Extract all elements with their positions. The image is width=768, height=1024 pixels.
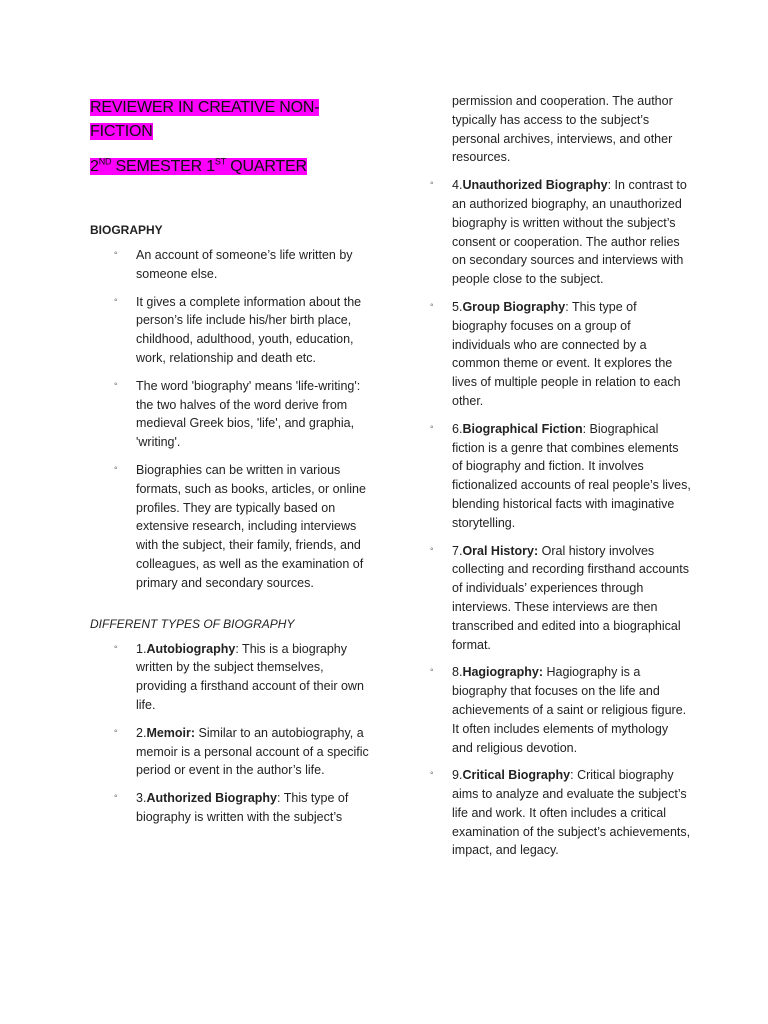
list-item [430, 176, 692, 289]
title-line-2 [90, 158, 307, 175]
bullet-icon: ◦ [430, 768, 434, 780]
list-item [430, 298, 692, 411]
item-number: 8. [452, 665, 463, 680]
item-term: Memoir: [146, 725, 196, 740]
left-column [90, 96, 370, 827]
item-text: In contrast to an authorized biography, an unauthorized biography is written without the subject’s consent or cooperation. The author relies on secondary sources and interviews with people close to the subject. [452, 178, 687, 287]
list-item-text: Biographies can be written in various formats, such as books, articles, or online profiles. They are typically based on extensive research, including interviews with the subject, their family, friends, and colleagues, as well as the examination of primary and secondary sources. [136, 462, 366, 590]
item-number: 3. [136, 791, 147, 806]
list-item [430, 663, 692, 757]
item-text: This type of biography focuses on a group of individuals who are connected by a common theme or event. It explores the lives of multiple people in relation to each other. [452, 299, 681, 408]
item-term: Biographical Fiction [462, 421, 583, 436]
item-number: 5. [452, 299, 463, 314]
item-separator: : [582, 421, 587, 436]
bullet-icon: ◦ [114, 725, 118, 737]
list-item-text: An account of someone’s life written by someone else. [136, 248, 353, 281]
item-term: Group Biography [462, 299, 566, 314]
types-heading: DIFFERENT TYPES OF BIOGRAPHY [90, 616, 295, 631]
bullet-icon: ◦ [430, 299, 434, 311]
list-item [430, 542, 692, 655]
item-separator: : [607, 178, 612, 193]
bullet-icon: ◦ [114, 791, 118, 803]
list-item [90, 640, 370, 715]
title-mid: SEMESTER 1 [111, 158, 215, 175]
item-text: This is a biography written by the subject themselves, providing a firsthand account of their own life. [136, 641, 364, 712]
list-item [90, 246, 370, 284]
item-text: Oral history involves collecting and recording firsthand accounts of individuals’ experiences through interviews. These interviews are then transcribed and edited into a biographical format. [452, 543, 689, 652]
item-separator: : [277, 791, 281, 806]
list-item [90, 724, 370, 780]
list-item [430, 766, 692, 860]
title-num-1: 2 [90, 158, 99, 175]
types-list-left [90, 640, 370, 827]
bullet-icon: ◦ [114, 462, 118, 474]
item-text: Hagiography is a biography that focuses on the life and achievements of a saint or religious figure. It often includes elements of mythology and religious devotion. [452, 665, 687, 755]
item-text: Critical biography aims to analyze and evaluate the subject’s life and work. It often includes a critical examination of the subject’s achievements, impact, and legacy. [452, 768, 691, 858]
list-item [90, 461, 370, 593]
bullet-icon: ◦ [114, 641, 118, 653]
bullet-icon: ◦ [430, 421, 434, 433]
list-item [90, 789, 370, 827]
bullet-icon: ◦ [114, 378, 118, 390]
item-number: 9. [452, 768, 463, 783]
item-number: 2. [136, 725, 147, 740]
item-number: 6. [452, 421, 463, 436]
item-text: Similar to an autobiography, a memoir is a personal account of a specific period or event in the author’s life. [136, 725, 369, 778]
document-title [90, 96, 330, 179]
types-list-right [430, 176, 692, 860]
list-item [90, 293, 370, 368]
item-separator: : [565, 299, 569, 314]
item-term: Hagiography: [462, 665, 543, 680]
item-term: Authorized Biography [146, 791, 277, 806]
biography-list [90, 246, 370, 593]
bullet-icon: ◦ [114, 294, 118, 306]
list-item [430, 420, 692, 533]
title-end: QUARTER [226, 158, 307, 175]
item-term: Unauthorized Biography [462, 178, 608, 193]
bullet-icon: ◦ [430, 178, 434, 190]
title-sup-1: ND [98, 156, 112, 167]
list-item-text: The word 'biography' means 'life-writing': the two halves of the word derive from medieval Greek bios, 'life', and graphia, 'writing'. [136, 378, 361, 450]
right-column [430, 92, 692, 860]
item-separator: : [235, 641, 239, 656]
item-term: Autobiography [146, 641, 236, 656]
item-number: 7. [452, 543, 463, 558]
item-text: Biographical fiction is a genre that combines elements of biography and fiction. It involves fictionalized accounts of real people’s lives, blending historical facts with imaginative storytelling. [452, 421, 691, 530]
bullet-icon: ◦ [430, 665, 434, 677]
item-term: Oral History: [462, 543, 539, 558]
item-separator: : [570, 768, 574, 783]
item-number: 1. [136, 641, 147, 656]
item-text: This type of biography is written with the subject’s [136, 791, 349, 824]
continuation-text: permission and cooperation. The author typically has access to the subject’s personal archives, interviews, and other resources. [452, 94, 673, 165]
bullet-icon: ◦ [430, 543, 434, 555]
bullet-icon: ◦ [114, 248, 118, 259]
item-number: 4. [452, 178, 463, 193]
title-sup-2: ST [214, 156, 227, 167]
title-line-1: REVIEWER IN CREATIVE NON-FICTION [90, 99, 320, 140]
list-item-text: It gives a complete information about the person’s life include his/her birth place, childhood, adulthood, youth, education, work, relationship and death etc. [136, 294, 362, 365]
biography-heading: BIOGRAPHY [90, 223, 163, 237]
item-term: Critical Biography [462, 768, 571, 783]
list-item [90, 377, 370, 452]
